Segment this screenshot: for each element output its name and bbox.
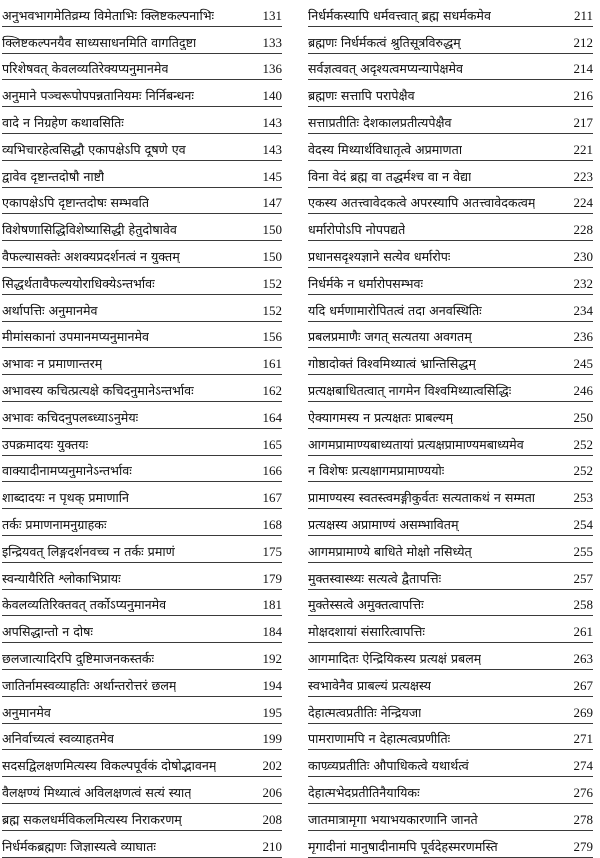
index-entry (308, 482, 593, 509)
index-entry (2, 750, 282, 777)
entry-title: आगमप्रामाण्ये बाधिते मोक्षो नसिध्येत् (308, 543, 472, 559)
entry-page-number: 255 (573, 543, 593, 559)
entry-page-number: 156 (262, 329, 282, 345)
entry-page-number: 236 (573, 329, 593, 345)
entry-page-number: 217 (573, 114, 593, 130)
entry-title: मुक्तेस्सत्वे अमुक्तत्वापत्तिः (308, 597, 424, 613)
index-entry (308, 697, 593, 724)
index-entry (308, 536, 593, 563)
entry-title: मुक्तस्वास्थ्यः सत्यत्वे द्वैतापत्तिः (308, 570, 442, 586)
left-column (0, 0, 290, 854)
entry-page-number: 224 (573, 195, 593, 211)
entry-page-number: 252 (573, 436, 593, 452)
entry-title: न विशेषः प्रत्यक्षागमप्रामाण्ययोः (308, 463, 445, 479)
entry-title: अर्थापत्तिः अनुमानमेव (2, 302, 98, 318)
entry-title: अभावः न प्रमाणान्तरम् (2, 356, 103, 372)
entry-page-number: 208 (262, 811, 282, 827)
entry-page-number: 246 (573, 382, 593, 398)
entry-page-number: 278 (573, 811, 593, 827)
entry-title: मृगादीनां मानुषादीनामपि पूर्वदेहस्मरणमस्ति (308, 838, 498, 854)
entry-page-number: 221 (573, 141, 593, 157)
entry-title: प्रत्यक्षस्य अप्रामाण्यं असम्भावितम् (308, 516, 459, 532)
entry-title: स्वन्यायैरिति श्लोकाभिप्रायः (2, 570, 121, 586)
entry-page-number: 258 (573, 597, 593, 613)
entry-page-number: 195 (262, 704, 282, 720)
entry-title: ब्रह्मणः सत्तापि परापेक्षैव (308, 88, 415, 104)
index-entry (2, 188, 282, 215)
index-entry (2, 402, 282, 429)
entry-page-number: 232 (573, 275, 593, 291)
index-entry (308, 54, 593, 81)
entry-title: अनुभवभागमेतिव्रम्य विमेताभिः क्लिष्टकल्पनाभिः (2, 7, 215, 23)
entry-page-number: 276 (573, 784, 593, 800)
entry-title: ब्रह्म सकलधर्मविकलमित्यस्य निराकरणम् (2, 811, 182, 827)
entry-page-number: 263 (573, 650, 593, 666)
entry-page-number: 168 (262, 516, 282, 532)
entry-page-number: 212 (573, 34, 593, 50)
index-entry (308, 214, 593, 241)
entry-page-number: 274 (573, 758, 593, 774)
index-entry (308, 322, 593, 349)
entry-title: यदि धर्मणामारोपितत्वं तदा अनवस्थितिः (308, 302, 482, 318)
entry-page-number: 279 (573, 838, 593, 854)
entry-page-number: 216 (573, 88, 593, 104)
entry-title: सत्ताप्रतीतिः देशकालप्रतीत्यपेक्षैव (308, 114, 452, 130)
entry-title: गोष्ठादोक्तं विश्वमिथ्यात्वं भ्रान्तिसिद्धम् (308, 356, 476, 372)
entry-title: क्लिष्टकल्पनयैव साध्यसाधनमिति वागतिदुष्टा (2, 34, 197, 50)
entry-page-number: 211 (573, 7, 593, 23)
entry-page-number: 269 (573, 704, 593, 720)
index-entry (308, 724, 593, 751)
entry-page-number: 145 (262, 168, 282, 184)
entry-title: स्वभावेनैव प्राबल्यं प्रत्यक्षस्य (308, 677, 432, 693)
entry-page-number: 214 (573, 61, 593, 77)
entry-page-number: 131 (262, 7, 282, 23)
entry-title: वैलक्षण्यं मिथ्यात्वं अविलक्षणत्वं सत्यं स्यात् (2, 784, 192, 800)
entry-page-number: 143 (262, 141, 282, 157)
entry-page-number: 167 (262, 490, 282, 506)
entry-page-number: 261 (573, 624, 593, 640)
entry-title: वादे न निग्रहेण कथावसितिः (2, 114, 124, 130)
entry-page-number: 179 (262, 570, 282, 586)
index-entry (2, 536, 282, 563)
entry-page-number: 223 (573, 168, 593, 184)
entry-page-number: 192 (262, 650, 282, 666)
entry-title: आगमादितः ऐन्द्रियिकस्य प्रत्यक्षं प्रबलम् (308, 650, 482, 666)
entry-page-number: 152 (262, 302, 282, 318)
index-entry (308, 509, 593, 536)
entry-page-number: 199 (262, 731, 282, 747)
entry-title: इन्द्रियवत् लिङ्गदर्शनवच्च न तर्कः प्रमाणं (2, 543, 175, 559)
entry-title: प्रामाण्यस्य स्वतस्त्वमङ्गीकुर्वतः सत्यताकथं न सम्मता (308, 490, 536, 506)
entry-page-number: 267 (573, 677, 593, 693)
index-entry (2, 509, 282, 536)
entry-page-number: 254 (573, 516, 593, 532)
index-entry (2, 563, 282, 590)
entry-title: पामराणामपि न देहात्मत्वप्रणीतिः (308, 731, 451, 747)
entry-page-number: 150 (262, 248, 282, 264)
index-entry (308, 402, 593, 429)
entry-title: मोक्षदशायां संसारित्वापत्तिः (308, 624, 425, 640)
entry-title: एकापक्षेऽपि दृष्टान्तदोषः सम्भवति (2, 195, 150, 211)
index-entry (2, 697, 282, 724)
entry-title: व्यभिचारहेत्वसिद्धौ एकापक्षेऽपि दूषणे एव (2, 141, 186, 157)
entry-page-number: 194 (262, 677, 282, 693)
index-entry (2, 241, 282, 268)
entry-page-number: 164 (262, 409, 282, 425)
entry-title: परिशेषवत् केवलव्यतिरेक्यप्यनुमानमेव (2, 61, 169, 77)
index-entry (308, 590, 593, 617)
entry-title: अपसिद्धान्तो न दोषः (2, 624, 93, 640)
entry-title: प्रत्यक्षबाधितत्वात् नागमेन विश्वमिथ्यात्वसिद्धिः (308, 382, 512, 398)
index-entry (308, 563, 593, 590)
entry-title: निर्धर्मकब्रह्मणः जिज्ञास्यत्वे व्याघातः (2, 838, 156, 854)
entry-page-number: 234 (573, 302, 593, 318)
entry-title: प्रधानसदृश्यज्ञाने सत्येव धर्मारोपः (308, 248, 451, 264)
entry-title: अनुमाने पञ्चरूपोपपन्नतानियमः निर्निबन्धनः (2, 88, 194, 104)
entry-title: उपक्रमादयः युक्तयः (2, 436, 89, 452)
entry-page-number: 210 (262, 838, 282, 854)
index-entry (308, 348, 593, 375)
index-entry (2, 161, 282, 188)
entry-page-number: 228 (573, 222, 593, 238)
entry-title: धर्मारोपोऽपि नोपपद्यते (308, 222, 406, 238)
index-entry (2, 27, 282, 54)
entry-title: सर्वज्ञत्ववत् अदृश्यत्वमप्यन्यापेक्षमेव (308, 61, 464, 77)
entry-title: देहात्मभेदप्रतीतिनैयायिकः (308, 784, 420, 800)
entry-page-number: 133 (262, 34, 282, 50)
entry-page-number: 181 (262, 597, 282, 613)
index-entry (2, 214, 282, 241)
index-entry (2, 724, 282, 751)
entry-page-number: 152 (262, 275, 282, 291)
index-entry (308, 375, 593, 402)
entry-title: केवलव्यतिरिक्तवत् तर्कोऽप्यनुमानमेव (2, 597, 167, 613)
index-entry (308, 670, 593, 697)
index-entry (2, 670, 282, 697)
index-entry (2, 268, 282, 295)
entry-title: जातिर्नामस्वव्याहतिः अर्थान्तरोत्तरं छलम् (2, 677, 177, 693)
index-entry (308, 268, 593, 295)
index-entry (308, 643, 593, 670)
entry-title: निर्धर्मके न धर्मारोपसम्भवः (308, 275, 423, 291)
entry-title: ब्रह्मणः निर्धर्मकत्वं श्रुतिसूत्रविरुद्धम् (308, 34, 461, 50)
entry-title: वाक्यादीनामप्यनुमानेऽन्तर्भावः (2, 463, 132, 479)
index-entry (308, 188, 593, 215)
index-entry (2, 375, 282, 402)
index-entry (2, 777, 282, 804)
entry-page-number: 257 (573, 570, 593, 586)
entry-page-number: 136 (262, 61, 282, 77)
entry-page-number: 206 (262, 784, 282, 800)
entry-title: देहात्मत्वप्रतीतिः नेन्द्रियजा (308, 704, 422, 720)
entry-page-number: 166 (262, 463, 282, 479)
entry-title: सदसद्विलक्षणमित्यस्य विकल्पपूर्वकं दोषोद्भावनम् (2, 758, 217, 774)
entry-title: प्रबलप्रमाणैः जगत् सत्यतया अवगतम् (308, 329, 472, 345)
index-entry (2, 0, 282, 27)
index-entry (2, 54, 282, 81)
entry-title: एकस्य अतत्त्वावेदकत्वे अपरस्यापि अतत्त्वावेदकत्वम् (308, 195, 536, 211)
index-entry (308, 295, 593, 322)
index-entry (2, 348, 282, 375)
entry-title: अभावः कचिदनुपलब्ध्याऽनुमेयः (2, 409, 139, 425)
index-entry (308, 161, 593, 188)
entry-page-number: 165 (262, 436, 282, 452)
entry-title: वैफल्यासक्तेः अशक्यप्रदर्शनत्वं न युक्तम् (2, 248, 180, 264)
entry-page-number: 271 (573, 731, 593, 747)
index-entry (308, 107, 593, 134)
entry-page-number: 250 (573, 409, 593, 425)
entry-page-number: 245 (573, 356, 593, 372)
entry-page-number: 147 (262, 195, 282, 211)
entry-title: जातमात्रामृगा भयाभयकारणानि जानते (308, 811, 478, 827)
entry-page-number: 161 (262, 356, 282, 372)
entry-title: तर्कः प्रमाणनामनुग्राहकः (2, 516, 107, 532)
entry-page-number: 143 (262, 114, 282, 130)
index-entry (2, 429, 282, 456)
entry-title: वेदस्य मिथ्यार्थविधातृत्वे अप्रमाणता (308, 141, 463, 157)
index-entry (308, 750, 593, 777)
entry-title: आगमप्रामाण्यबाध्यतायां प्रत्यक्षप्रामाण्यमबाध्यमेव (308, 436, 524, 452)
index-entry (308, 616, 593, 643)
entry-page-number: 150 (262, 222, 282, 238)
index-entry (308, 0, 593, 27)
index-entry (2, 482, 282, 509)
entry-title: अनिर्वाच्यत्वं स्वव्याहतमेव (2, 731, 114, 747)
entry-page-number: 184 (262, 624, 282, 640)
index-entry (308, 777, 593, 804)
index-entry (2, 295, 282, 322)
entry-page-number: 140 (262, 88, 282, 104)
index-entry (308, 456, 593, 483)
entry-title: विना वेदं ब्रह्म वा तद्धर्मश्च वा न वेद्या (308, 168, 472, 184)
index-entry (308, 134, 593, 161)
index-entry (2, 590, 282, 617)
index-entry (2, 134, 282, 161)
index-entry (2, 643, 282, 670)
entry-page-number: 202 (262, 758, 282, 774)
index-entry (308, 429, 593, 456)
entry-title: काण्र्व्यप्रतीतिः औपाधिकत्वे यथार्थत्वं (308, 758, 469, 774)
entry-page-number: 175 (262, 543, 282, 559)
entry-title: सिद्धर्थतावैफल्ययोराधिक्येऽन्तर्भावः (2, 275, 155, 291)
index-entry (308, 80, 593, 107)
entry-page-number: 230 (573, 248, 593, 264)
index-entry (2, 456, 282, 483)
index-entry (308, 27, 593, 54)
right-column (290, 0, 600, 854)
index-entry (2, 80, 282, 107)
index-entry (2, 804, 282, 831)
entry-page-number: 252 (573, 463, 593, 479)
entry-title: छलजात्यादिरपि दुष्टिमाजनकस्तर्कः (2, 650, 155, 666)
entry-page-number: 162 (262, 382, 282, 398)
entry-title: अनुमानमेव (2, 704, 51, 720)
entry-page-number: 253 (573, 490, 593, 506)
entry-title: ऐक्यागमस्य न प्रत्यक्षतः प्राबल्यम् (308, 409, 454, 425)
index-entry (2, 616, 282, 643)
entry-title: अभावस्य कचित्प्रत्यक्षे कचिदनुमानेऽन्तर्भावः (2, 382, 194, 398)
entry-title: विशेषणासिद्धिविशेष्यासिद्धी हेतुदोषावेव (2, 222, 177, 238)
entry-title: द्वावेव दृष्टान्तदोषौ नाष्टौ (2, 168, 105, 184)
entry-title: शाब्दादयः न पृथक् प्रमाणानि (2, 490, 129, 506)
index-entry (2, 322, 282, 349)
index-entry (308, 241, 593, 268)
index-entry (308, 804, 593, 831)
entry-title: मीमांसकानां उपमानमप्यनुमानमेव (2, 329, 150, 345)
entry-title: निर्धर्मकस्यापि धर्मवत्त्वात् ब्रह्म सधर्मकमेव (308, 7, 491, 23)
index-entry (2, 107, 282, 134)
